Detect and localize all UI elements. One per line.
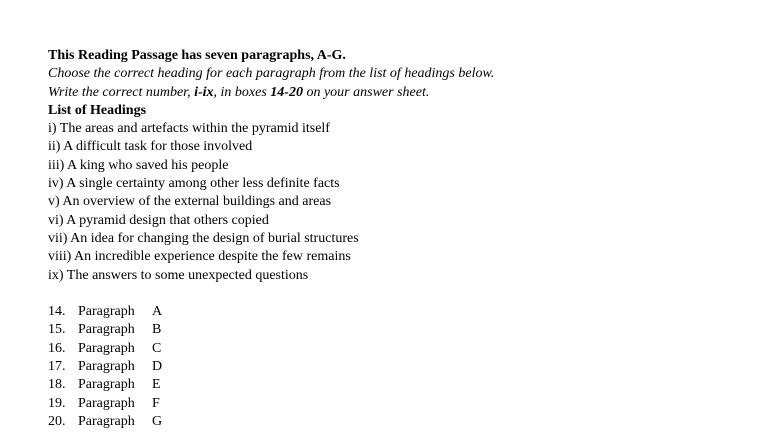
heading-item: viii) An incredible experience despite the few remains — [48, 249, 351, 265]
question-label: Paragraph — [78, 395, 135, 411]
question-row — [48, 340, 768, 358]
instruction-line-2 — [48, 84, 768, 102]
heading-item: ii) A difficult task for those involved — [48, 139, 253, 155]
heading-item: ix) The answers to some unexpected questions — [48, 267, 309, 283]
heading-range: i-ix — [194, 84, 214, 100]
heading-item: iii) A king who saved his people — [48, 157, 229, 173]
instruction-line-1: Choose the correct heading for each paragraph from the list of headings below. — [48, 66, 495, 82]
question-row — [48, 358, 768, 376]
passage-title: This Reading Passage has seven paragraphs, A-G. — [48, 48, 346, 63]
question-number: 17. — [48, 359, 66, 375]
question-number: 14. — [48, 304, 66, 320]
instruction-text: , in boxes — [213, 84, 271, 100]
heading-item: v) An overview of the external buildings and areas — [48, 194, 332, 210]
question-label: Paragraph — [78, 413, 135, 429]
question-letter: C — [152, 340, 162, 356]
question-letter: A — [152, 304, 163, 320]
question-number: 20. — [48, 413, 66, 429]
box-range: 14-20 — [270, 84, 303, 100]
heading-item: iv) A single certainty among other less definite facts — [48, 176, 340, 192]
question-label: Paragraph — [78, 304, 135, 320]
question-letter: G — [152, 413, 163, 429]
question-letter: F — [152, 395, 160, 411]
question-number: 19. — [48, 395, 66, 411]
spacer — [48, 285, 768, 303]
question-label: Paragraph — [78, 359, 135, 375]
question-letter: B — [152, 322, 162, 338]
question-list — [48, 303, 768, 431]
question-label: Paragraph — [78, 322, 135, 338]
question-label: Paragraph — [78, 340, 135, 356]
question-letter: D — [152, 359, 163, 375]
question-number: 18. — [48, 377, 66, 393]
question-row — [48, 303, 768, 321]
question-number: 15. — [48, 322, 66, 338]
headings-list — [48, 120, 768, 285]
question-row — [48, 395, 768, 413]
headings-title: List of Headings — [48, 102, 147, 118]
question-row — [48, 413, 768, 431]
question-row — [48, 321, 768, 339]
document-page — [48, 47, 768, 431]
heading-item: vi) A pyramid design that others copied — [48, 212, 269, 228]
question-label: Paragraph — [78, 377, 135, 393]
question-row — [48, 376, 768, 394]
instruction-text: on your answer sheet. — [302, 84, 430, 100]
instruction-text: Write the correct number, — [48, 84, 195, 100]
heading-item: vii) An idea for changing the design of burial structures — [48, 230, 359, 246]
question-letter: E — [152, 377, 161, 393]
question-number: 16. — [48, 340, 66, 356]
heading-item: i) The areas and artefacts within the pyramid itself — [48, 121, 330, 137]
